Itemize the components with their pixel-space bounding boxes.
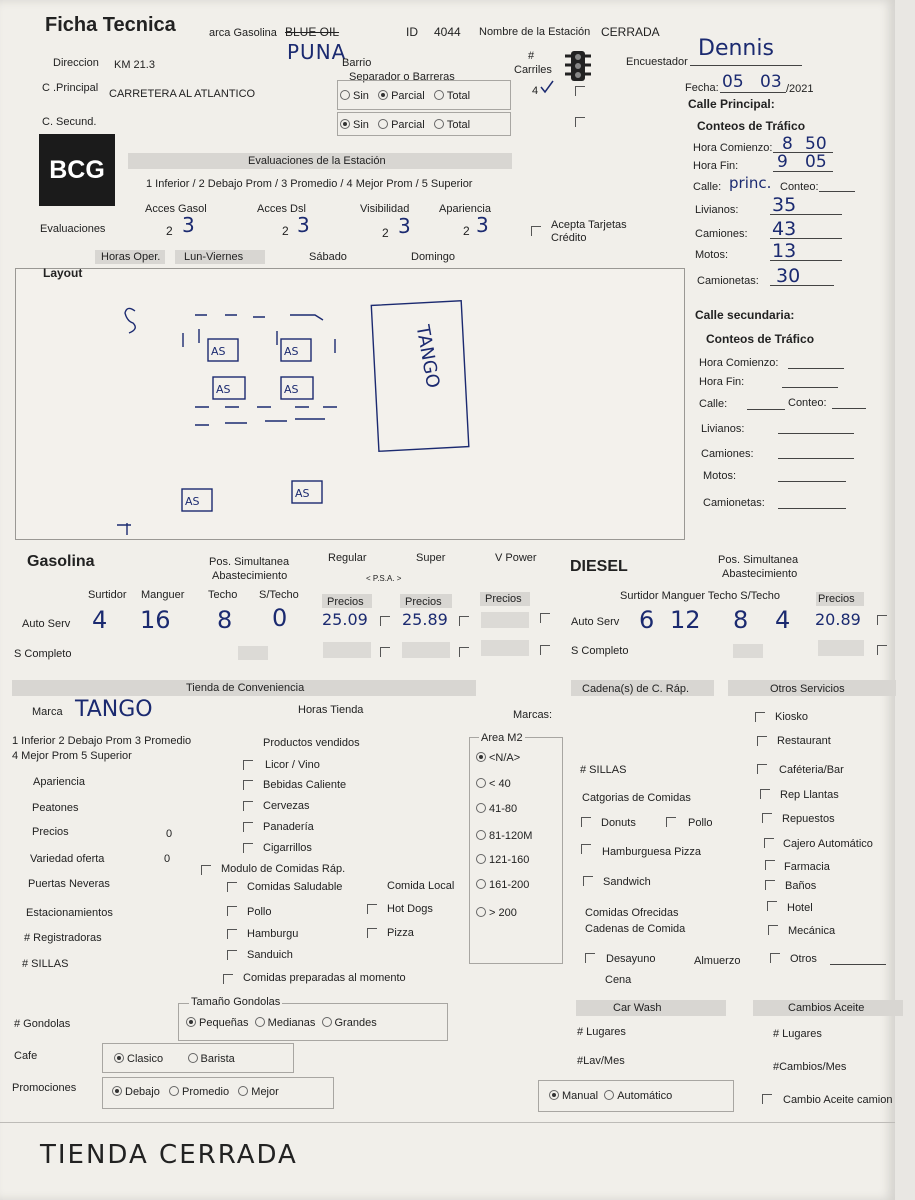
hora-fin-h: 9 <box>777 152 788 172</box>
cervezas-checkbox[interactable] <box>243 801 253 811</box>
promo-radios[interactable]: Debajo Promedio Mejor <box>112 1086 279 1098</box>
otros-cafeteria: Caféteria/Bar <box>779 764 844 776</box>
ofrecidas-1: Comidas Ofrecidas <box>585 907 679 919</box>
camiones-label: Camiones: <box>695 228 748 240</box>
credito-label: Crédito <box>551 232 587 244</box>
dsl-auto-serv: Auto Serv <box>571 616 620 628</box>
fecha-year: /2021 <box>786 83 814 95</box>
station-label: Nombre de la Estación <box>479 26 591 38</box>
hora-comienzo-m: 50 <box>805 134 827 154</box>
rating-registradoras: # Registradoras <box>24 932 102 944</box>
lav-mes-label: #Lav/Mes <box>577 1055 625 1067</box>
super-label: Super <box>416 552 446 564</box>
producto-cervezas: Cervezas <box>263 800 310 812</box>
dsl-pos-sim: Pos. Simultanea <box>718 554 799 566</box>
tarjetas-label: Acepta Tarjetas <box>551 219 627 231</box>
acces-gasol-printed: 2 <box>166 224 173 238</box>
apariencia-label: Apariencia <box>439 203 491 215</box>
barrio-handwritten: PUNA <box>287 40 347 64</box>
calle-principal-title: Calle Principal: <box>688 97 775 111</box>
conteos-main-title: Conteos de Tráfico <box>697 119 806 133</box>
camionetas-value: 30 <box>776 265 801 287</box>
kiosko-checkbox[interactable] <box>755 712 765 722</box>
precio-regular-value: 25.09 <box>322 610 368 629</box>
modulo-label: Modulo de Comidas Ráp. <box>221 863 346 875</box>
layout-sketch <box>95 295 475 535</box>
c-secund-label: C. Secund. <box>42 116 97 128</box>
rating-sillas: # SILLAS <box>22 958 69 970</box>
aceite-title: Cambios Aceite <box>788 1002 865 1014</box>
fecha-label: Fecha: <box>685 82 719 94</box>
precios-vpower: Precios <box>485 593 522 605</box>
area-label: Area M2 <box>481 732 523 744</box>
cambios-mes: #Cambios/Mes <box>773 1061 847 1073</box>
gas-col-manguer: Manguer <box>141 589 185 601</box>
mecanica-checkbox[interactable] <box>768 925 778 935</box>
fecha-day: 05 <box>722 72 744 92</box>
id-value: 4044 <box>434 25 461 39</box>
carriles-label: Carriles <box>514 64 552 76</box>
sketch-as-4: AS <box>284 383 299 396</box>
sec-hora-fin-label: Hora Fin: <box>699 376 745 388</box>
tarjetas-checkbox[interactable] <box>531 226 541 236</box>
tienda-cerrada-note: TIENDA CERRADA <box>40 1140 298 1170</box>
dsl-precios: Precios <box>818 593 855 605</box>
sketch-as-2: AS <box>284 345 299 358</box>
comidas-saludable: Comidas Saludable <box>247 881 343 893</box>
producto-licor: Licor / Vino <box>265 759 320 771</box>
sketch-as-6: AS <box>295 487 310 500</box>
cad-pollo-checkbox[interactable] <box>666 817 676 827</box>
carriles-value: 4 <box>532 85 539 97</box>
form-title: Ficha Tecnica <box>45 14 176 36</box>
encuestador-label: Encuestador <box>626 56 688 68</box>
dsl-comp-checkbox[interactable] <box>877 645 887 655</box>
carriles-hash: # <box>528 50 535 62</box>
productos-title: Productos vendidos <box>263 737 360 749</box>
otros-title: Otros Servicios <box>770 683 845 695</box>
ofrecidas-2: Cadenas de Comida <box>585 923 686 935</box>
check-mark-icon <box>540 80 554 94</box>
cadenas-title: Cadena(s) de C. Ráp. <box>582 683 689 695</box>
calle-secundaria-title: Calle secundaria: <box>695 308 795 322</box>
evaluaciones-row-label: Evaluaciones <box>40 223 106 235</box>
gas-col-techo: Techo <box>208 589 238 601</box>
calle-value: princ. <box>729 174 772 192</box>
tienda-title: Tienda de Conveniencia <box>186 682 305 694</box>
acces-dsl-hw: 3 <box>297 213 310 237</box>
dsl-stecho-value: 4 <box>775 606 791 634</box>
separador-main-radios[interactable]: Sin Parcial Total <box>340 90 470 102</box>
station-value: CERRADA <box>601 25 660 39</box>
acces-gasol-hw: 3 <box>182 213 195 237</box>
categorias-label: Catgorias de Comidas <box>582 792 691 804</box>
cajero-checkbox[interactable] <box>764 838 774 848</box>
hamb-checkbox[interactable] <box>581 844 591 854</box>
sandwich-label: Sandwich <box>603 876 651 888</box>
aceite-lugares: # Lugares <box>773 1028 822 1040</box>
motos-value: 13 <box>772 240 797 262</box>
comida-local: Comida Local <box>387 880 455 892</box>
precios-super: Precios <box>405 596 442 608</box>
sandwich-checkbox[interactable] <box>583 876 593 886</box>
cigarrillos-checkbox[interactable] <box>243 843 253 853</box>
visibilidad-hw: 3 <box>398 214 411 238</box>
hora-fin-m: 05 <box>805 152 827 172</box>
otros-otros: Otros <box>790 953 817 965</box>
diesel-title: DIESEL <box>570 558 628 575</box>
marcas-label: Marcas: <box>513 709 553 721</box>
gas-col-stecho: S/Techo <box>259 589 299 601</box>
rating-apariencia: Apariencia <box>33 776 85 788</box>
regular-comp-checkbox[interactable] <box>380 647 390 657</box>
pollo-checkbox[interactable] <box>227 906 237 916</box>
sec-motos-label: Motos: <box>703 470 737 482</box>
hotdogs-label: Hot Dogs <box>387 903 433 915</box>
repuestos-checkbox[interactable] <box>762 813 772 823</box>
restaurant-checkbox[interactable] <box>757 736 767 746</box>
otros-llantas: Rep Llantas <box>780 789 839 801</box>
horas-tienda-label: Horas Tienda <box>298 704 364 716</box>
gas-stecho-value: 0 <box>272 604 288 632</box>
rating-precios: Precios <box>32 826 69 838</box>
otros-cajero: Cajero Automático <box>783 838 873 850</box>
camionetas-label: Camionetas: <box>697 275 759 287</box>
livianos-value: 35 <box>772 194 797 216</box>
direccion-label: Direccion <box>53 57 99 69</box>
variedad-value: 0 <box>164 853 171 865</box>
promo-label: Promociones <box>12 1082 77 1094</box>
lun-viernes-label: Lun-Viernes <box>184 251 244 263</box>
comidas-prep-label: Comidas preparadas al momento <box>243 972 406 984</box>
marca-label: arca Gasolina <box>209 27 277 39</box>
dsl-surtidor-value: 6 <box>639 606 655 634</box>
gas-abastecimiento: Abastecimiento <box>212 570 288 582</box>
rating-puertas: Puertas Neveras <box>28 878 110 890</box>
pizza-label: Pizza <box>387 927 414 939</box>
gas-pos-sim: Pos. Simultanea <box>209 556 290 568</box>
hamburgu-checkbox[interactable] <box>227 929 237 939</box>
sanduich-label: Sanduich <box>247 949 293 961</box>
area-80[interactable]: 41-80 <box>476 803 517 815</box>
tienda-marca-label: Marca <box>32 706 63 718</box>
hotdogs-checkbox[interactable] <box>367 904 377 914</box>
saludable-checkbox[interactable] <box>227 882 237 892</box>
dsl-techo-value: 8 <box>733 606 749 634</box>
rating-estacionamientos: Estacionamientos <box>26 907 113 919</box>
super-auto-checkbox[interactable] <box>459 616 469 626</box>
otros-repuestos: Repuestos <box>782 813 835 825</box>
conteo-label: Conteo: <box>780 181 819 193</box>
dsl-manguer-value: 12 <box>670 606 701 634</box>
sketch-as-3: AS <box>216 383 231 396</box>
c-principal-value: CARRETERA AL ATLANTICO <box>109 88 256 100</box>
hora-fin-label: Hora Fin: <box>693 160 739 172</box>
otros-kiosko: Kiosko <box>775 711 809 723</box>
dsl-precio-value: 20.89 <box>815 610 861 629</box>
dsl-cols: Surtidor Manguer Techo S/Techo <box>620 590 780 602</box>
acces-dsl-label: Acces Dsl <box>257 203 306 215</box>
encuestador-value: Dennis <box>698 36 774 61</box>
layout-label: Layout <box>43 266 83 280</box>
regular-auto-checkbox[interactable] <box>380 616 390 626</box>
camiones-value: 43 <box>772 218 797 240</box>
otros-farmacia: Farmacia <box>784 861 830 873</box>
donuts-checkbox[interactable] <box>581 817 591 827</box>
comidas-prep-checkbox[interactable] <box>223 974 233 984</box>
area-200[interactable]: 161-200 <box>476 879 529 891</box>
carriles-checkbox[interactable] <box>575 86 585 96</box>
gondolas-label: # Gondolas <box>14 1018 71 1030</box>
area-160[interactable]: 121-160 <box>476 854 529 866</box>
gas-surtidor-value: 4 <box>92 606 108 634</box>
precio-super-value: 25.89 <box>402 610 448 629</box>
otros-checkbox[interactable] <box>770 953 780 963</box>
vpower-comp-checkbox[interactable] <box>540 645 550 655</box>
marca-value: BLUE OIL <box>285 25 340 39</box>
hamburgu-label: Hamburgu <box>247 928 299 940</box>
banos-checkbox[interactable] <box>765 880 775 890</box>
psa-label: < P.S.A. > <box>366 574 402 583</box>
area-120[interactable]: 81-120M <box>476 830 532 842</box>
hotel-checkbox[interactable] <box>767 901 777 911</box>
area-40[interactable]: < 40 <box>476 778 511 790</box>
sec-calle-label: Calle: <box>699 398 728 410</box>
gas-techo-value: 8 <box>217 606 233 634</box>
apariencia-hw: 3 <box>476 213 489 237</box>
sec-camionetas-label: Camionetas: <box>703 497 765 509</box>
visibilidad-printed: 2 <box>382 226 389 240</box>
hora-comienzo-label: Hora Comienzo: <box>693 142 773 154</box>
area-na[interactable]: <N/A> <box>476 752 520 764</box>
vpower-auto-checkbox[interactable] <box>540 613 550 623</box>
area-200plus[interactable]: > 200 <box>476 907 517 919</box>
pollo-label: Pollo <box>247 906 272 918</box>
tamano-radios[interactable]: Pequeñas Medianas Grandes <box>186 1017 377 1029</box>
gas-s-completo: S Completo <box>14 648 72 660</box>
cena-label: Cena <box>605 974 632 986</box>
rating-peatones: Peatones <box>32 802 79 814</box>
donuts-label: Donuts <box>601 817 636 829</box>
sanduich-checkbox[interactable] <box>227 950 237 960</box>
panaderia-checkbox[interactable] <box>243 822 253 832</box>
tienda-marca-value: TANGO <box>75 697 153 722</box>
otros-banos: Baños <box>785 880 817 892</box>
regular-label: Regular <box>328 552 367 564</box>
barrio-label: Barrio <box>342 57 372 69</box>
tamano-label: Tamaño Gondolas <box>191 996 281 1008</box>
fecha-month: 03 <box>760 72 782 92</box>
cafe-radios[interactable]: Clasico Barista <box>114 1053 235 1065</box>
precios-value: 0 <box>166 828 173 840</box>
farmacia-checkbox[interactable] <box>765 860 775 870</box>
precios-regular: Precios <box>327 596 364 608</box>
direccion-value: KM 21.3 <box>114 59 155 71</box>
sabado-label: Sábado <box>309 251 347 263</box>
acces-gasol-label: Acces Gasol <box>145 203 207 215</box>
gas-manguer-value: 16 <box>140 606 171 634</box>
horas-oper-label: Horas Oper. <box>101 251 161 263</box>
carwash-lugares: # Lugares <box>577 1026 626 1038</box>
dsl-s-completo: S Completo <box>571 645 629 657</box>
visibilidad-label: Visibilidad <box>360 203 410 215</box>
aceite-camion-label: Cambio Aceite camion <box>783 1094 893 1106</box>
carwash-title: Car Wash <box>613 1002 662 1014</box>
conteos-sec-title: Conteos de Tráfico <box>706 332 815 346</box>
licor-checkbox[interactable] <box>243 760 253 770</box>
calle-label: Calle: <box>693 181 722 193</box>
evaluaciones-title: Evaluaciones de la Estación <box>248 155 386 167</box>
acces-dsl-printed: 2 <box>282 224 289 238</box>
evaluaciones-scale: 1 Inferior / 2 Debajo Prom / 3 Promedio / 4 Mejor Prom / 5 Superior <box>146 178 473 190</box>
almuerzo-label: Almuerzo <box>694 955 741 967</box>
producto-panaderia: Panadería <box>263 821 314 833</box>
gas-auto-serv: Auto Serv <box>22 618 71 630</box>
rating-variedad: Variedad oferta <box>30 853 105 865</box>
dsl-abastecimiento: Abastecimiento <box>722 568 798 580</box>
traffic-light-icon <box>565 50 591 82</box>
cafe-label: Cafe <box>14 1050 38 1062</box>
livianos-label: Livianos: <box>695 204 739 216</box>
area-box <box>469 737 563 964</box>
c-principal-label: C .Principal <box>42 82 99 94</box>
gasolina-title: Gasolina <box>27 553 95 570</box>
cafeteria-checkbox[interactable] <box>757 764 767 774</box>
apariencia-printed: 2 <box>463 224 470 238</box>
otros-restaurant: Restaurant <box>777 735 831 747</box>
llantas-checkbox[interactable] <box>760 789 770 799</box>
pizza-checkbox[interactable] <box>367 928 377 938</box>
bcg-logo: BCG <box>39 134 115 206</box>
hora-comienzo-h: 8 <box>782 134 793 154</box>
sec-camiones-label: Camiones: <box>701 448 754 460</box>
tienda-scale-2: 4 Mejor Prom 5 Superior <box>12 750 132 762</box>
vpower-label: V Power <box>495 552 537 564</box>
separador-label: Separador o Barreras <box>349 71 455 83</box>
cad-pollo-label: Pollo <box>688 817 713 829</box>
sec-hora-comienzo-label: Hora Comienzo: <box>699 357 779 369</box>
otros-mecanica: Mecánica <box>788 925 836 937</box>
sec-livianos-label: Livianos: <box>701 423 745 435</box>
sketch-as-1: AS <box>211 345 226 358</box>
sec-checkbox[interactable] <box>575 117 585 127</box>
producto-cigarrillos: Cigarrillos <box>263 842 312 854</box>
bebidas-checkbox[interactable] <box>243 780 253 790</box>
gas-col-surtidor: Surtidor <box>88 589 127 601</box>
producto-bebidas: Bebidas Caliente <box>263 779 347 791</box>
modulo-checkbox[interactable] <box>201 865 211 875</box>
desayuno-checkbox[interactable] <box>585 953 595 963</box>
cadenas-sillas: # SILLAS <box>580 764 627 776</box>
tienda-scale-1: 1 Inferior 2 Debajo Prom 3 Promedio <box>12 735 192 747</box>
motos-label: Motos: <box>695 249 729 261</box>
carwash-radios[interactable]: Manual Automático <box>549 1090 672 1102</box>
sketch-as-5: AS <box>185 495 200 508</box>
otros-hotel: Hotel <box>787 902 813 914</box>
sec-conteo-label: Conteo: <box>788 397 827 409</box>
separador-sec-radios[interactable]: Sin Parcial Total <box>340 119 470 131</box>
desayuno-label: Desayuno <box>606 953 656 965</box>
hamb-pizza-label: Hamburguesa Pizza <box>602 846 702 858</box>
id-label: ID <box>406 25 418 39</box>
dsl-auto-checkbox[interactable] <box>877 615 887 625</box>
super-comp-checkbox[interactable] <box>459 647 469 657</box>
domingo-label: Domingo <box>411 251 456 263</box>
sketch-tango: TANGO <box>411 323 444 390</box>
aceite-camion-checkbox[interactable] <box>762 1094 772 1104</box>
